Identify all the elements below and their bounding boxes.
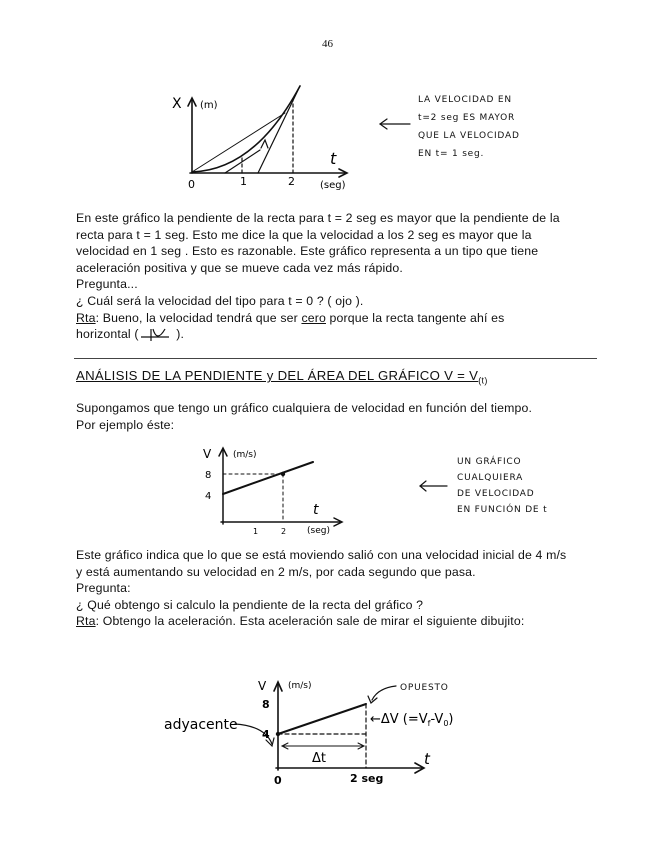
secant-line — [192, 113, 285, 172]
note-line-3: DE VELOCIDAD — [457, 489, 535, 499]
section-title: ANÁLISIS DE LA PENDIENTE y DEL ÁREA DEL GRÁFICO V = V — [76, 368, 479, 383]
text-line: Supongamos que tengo un gráfico cualquiera de velocidad en función del tiempo. — [76, 401, 533, 415]
note-line-1: LA VELOCIDAD EN — [418, 95, 512, 105]
paragraph-acceleration — [76, 547, 596, 630]
text-line: Este gráfico indica que lo que se está moviendo salió con una velocidad inicial de 4 m/s — [76, 548, 567, 562]
x-axis-unit: (seg) — [320, 180, 346, 191]
note-line-2: t=2 seg ES MAYOR — [418, 113, 516, 123]
label-opuesto: OPUESTO — [400, 683, 449, 693]
arrow-head — [261, 140, 268, 148]
x-tick-1: 1 — [253, 527, 259, 536]
x-axis-unit: (seg) — [307, 526, 330, 536]
text-line: aceleración positiva y que se mueve cada vez más rápido. — [76, 260, 403, 275]
pregunta-label: Pregunta... — [76, 277, 138, 292]
delta-v-sub-f: f — [427, 719, 431, 728]
delta-v-close: ) — [448, 712, 454, 727]
paragraph-slope — [76, 210, 596, 343]
y-tick-4: 4 — [205, 491, 212, 502]
label-adyacente: adyacente — [164, 717, 238, 733]
y-axis-label: V — [203, 447, 212, 461]
y-axis-unit: (m/s) — [233, 450, 257, 460]
answer-text: : Bueno, la velocidad tendrá que ser — [95, 310, 302, 325]
section-subscript: (t) — [478, 375, 488, 386]
y-axis-unit: (m/s) — [288, 681, 312, 691]
tangent-at-2 — [258, 86, 300, 173]
text-line: y está aumentando su velocidad en 2 m/s, por cada segundo que pasa. — [76, 564, 476, 579]
x-tick-0: 0 — [274, 774, 282, 787]
rta-label: Rta — [76, 614, 96, 629]
velocity-line — [223, 462, 313, 494]
rta-label: Rta — [76, 310, 96, 325]
text-line: Por ejemplo éste: — [76, 417, 175, 432]
figure-position-time — [160, 78, 560, 198]
note-line-2: CUALQUIERA — [457, 473, 524, 483]
answer-line-1 — [76, 310, 596, 327]
x-axis-label: t — [424, 750, 430, 768]
page-number: 46 — [322, 38, 333, 50]
y-tick-8: 8 — [262, 698, 270, 711]
note-line-4: EN FUNCIÓN DE t — [457, 505, 548, 515]
tick-1: 1 — [240, 175, 247, 188]
figure-velocity-time — [195, 444, 555, 544]
paragraph-intro-graph — [76, 400, 596, 433]
label-delta-v — [370, 712, 454, 728]
text-line: recta para t = 1 seg. Esto me dice la que la velocidad a los 2 seg es mayor que la — [76, 227, 532, 242]
x-tick-2: 2 seg — [350, 772, 384, 785]
question-text: ¿ Qué obtengo si calculo la pendiente de la recta del gráfico ? — [76, 597, 424, 612]
answer-line-2 — [76, 326, 596, 343]
x-tick-2: 2 — [281, 527, 287, 536]
y-tick-4: 4 — [262, 728, 270, 741]
opuesto-pointer — [372, 686, 396, 700]
question-text: ¿ Cuál será la velocidad del tipo para t = 0 ? ( ojo ). — [76, 293, 364, 308]
tangent-at-1 — [225, 150, 260, 173]
delta-v-main: ←ΔV (=V — [370, 712, 428, 727]
section-heading — [76, 368, 488, 386]
text-line: En este gráfico la pendiente de la recta para t = 2 seg es mayor que la pendiente de la — [76, 211, 560, 225]
note-line-3: QUE LA VELOCIDAD — [418, 131, 520, 141]
note-line-1: UN GRÁFICO — [457, 457, 522, 467]
note-line-4: EN t= 1 seg. — [418, 149, 485, 159]
y-tick-8: 8 — [205, 470, 212, 481]
velocity-line — [278, 704, 366, 734]
tick-2: 2 — [288, 175, 295, 188]
y-axis-unit: (m) — [200, 100, 218, 111]
tick-0: 0 — [188, 178, 195, 191]
y-axis-label: X — [172, 96, 182, 112]
delta-v-minus: -V — [430, 712, 444, 727]
x-axis-label: t — [313, 502, 319, 518]
answer-close: ). — [172, 327, 185, 342]
figure-slope-triangle — [160, 672, 540, 794]
section-divider — [74, 358, 597, 359]
y-axis-label: V — [258, 679, 267, 693]
label-delta-t: Δt — [312, 751, 326, 766]
delta-v-sub-0: 0 — [443, 719, 449, 728]
text-line: velocidad en 1 seg . Esto es razonable. Este gráfico representa a un tipo que tiene — [76, 244, 539, 259]
horizontal-tangent-icon — [139, 327, 173, 341]
answer-text-end: porque la recta tangente ahí es — [325, 310, 505, 325]
answer-horizontal: horizontal ( — [76, 327, 139, 342]
answer-line — [76, 613, 596, 630]
answer-cero: cero — [301, 310, 326, 325]
answer-text: : Obtengo la aceleración. Esta aceleración sale de mirar el siguiente dibujito: — [95, 614, 525, 629]
point-2-8 — [281, 472, 285, 476]
x-axis-label: t — [330, 149, 337, 168]
pregunta-label: Pregunta: — [76, 581, 131, 596]
point-initial — [276, 732, 280, 736]
